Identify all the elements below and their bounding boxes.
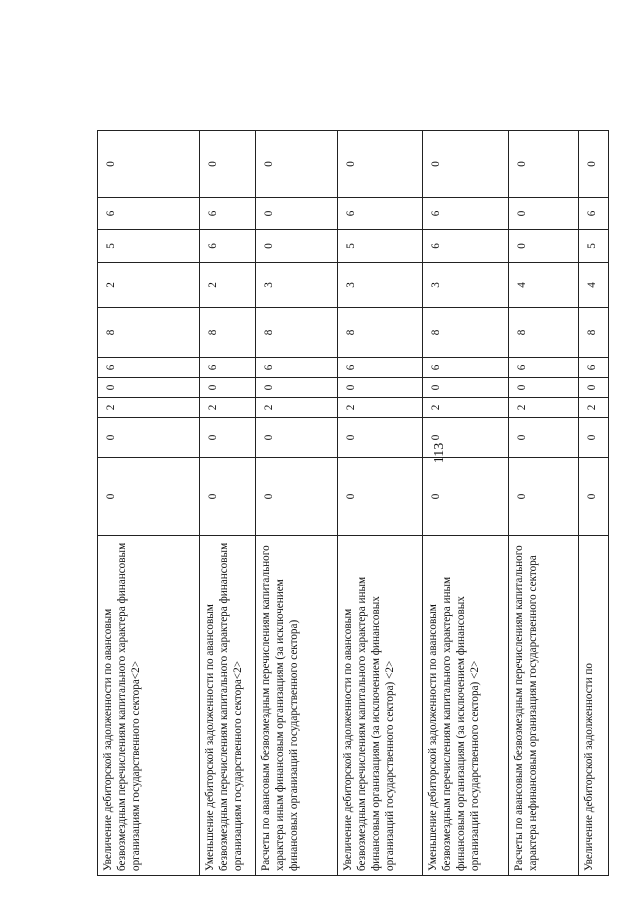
table-row: [509, 131, 579, 876]
rotated-page-content: [97, 131, 598, 876]
code-cell: 6: [200, 358, 256, 378]
table-row: [423, 131, 509, 876]
code-cell: 2: [338, 398, 423, 418]
code-cell: 0: [509, 378, 579, 398]
code-cell: 8: [509, 308, 579, 358]
code-cell: 8: [338, 308, 423, 358]
row-label: Уменьшение дебиторской задолженности по авансовым безвозмездным перечислениям капитального характера финансовым организациям государственного сектора<2>: [200, 536, 256, 876]
page-number: 113: [432, 442, 447, 464]
code-cell: 0: [509, 198, 579, 230]
code-cell: 0: [256, 198, 338, 230]
code-cell: 5: [579, 230, 609, 263]
code-cell: 6: [338, 198, 423, 230]
code-cell: 0: [423, 378, 509, 398]
code-cell: 2: [98, 263, 200, 308]
code-cell: 2: [98, 398, 200, 418]
table-row: [338, 131, 423, 876]
code-cell: 0: [98, 458, 200, 536]
code-cell: 3: [338, 263, 423, 308]
code-cell: 3: [256, 263, 338, 308]
code-cell: 3: [423, 263, 509, 308]
code-cell: 5: [338, 230, 423, 263]
code-cell: 6: [579, 198, 609, 230]
code-cell: 0: [98, 418, 200, 458]
code-cell: 8: [98, 308, 200, 358]
code-cell: 0: [579, 131, 609, 198]
code-cell: 0: [200, 131, 256, 198]
code-cell: 8: [423, 308, 509, 358]
code-cell: 6: [423, 358, 509, 378]
row-label: Увеличение дебиторской задолженности по авансовым безвозмездным перечислениям капитального характера иным финансовым организациям (за исключением финансовых организаций государственного сектора) <2>: [338, 536, 423, 876]
code-cell: 0: [579, 378, 609, 398]
code-cell: 6: [200, 230, 256, 263]
code-cell: 2: [509, 398, 579, 418]
code-cell: 2: [423, 398, 509, 418]
code-cell: 0: [338, 378, 423, 398]
code-cell: 0: [200, 418, 256, 458]
code-cell: 0: [256, 378, 338, 398]
code-cell: 5: [98, 230, 200, 263]
code-cell: 6: [509, 358, 579, 378]
code-cell: 0: [423, 131, 509, 198]
code-cell: 2: [256, 398, 338, 418]
code-cell: 6: [98, 358, 200, 378]
code-cell: 0: [509, 131, 579, 198]
code-cell: 0: [98, 378, 200, 398]
code-cell: 0: [509, 458, 579, 536]
code-cell: 8: [256, 308, 338, 358]
code-cell: 6: [423, 230, 509, 263]
code-cell: 0: [338, 458, 423, 536]
code-cell: 6: [423, 198, 509, 230]
row-label: Расчеты по авансовым безвозмездным перечислениям капитального характера нефинансовым организациям государственного сектора: [509, 536, 579, 876]
table-frame: [97, 131, 598, 876]
code-cell: 2: [200, 398, 256, 418]
code-cell: 6: [98, 198, 200, 230]
code-cell: 0: [579, 458, 609, 536]
table-row: [98, 131, 200, 876]
accounts-table: [97, 130, 609, 876]
code-cell: 0: [509, 230, 579, 263]
code-cell: 0: [579, 418, 609, 458]
code-cell: 0: [338, 418, 423, 458]
code-cell: 0: [509, 418, 579, 458]
row-label: Расчеты по авансовым безвозмездным перечислениям капитального характера иным финансовым организациям (за исключением финансовых организаций государственного сектора): [256, 536, 338, 876]
code-cell: 2: [579, 398, 609, 418]
code-cell: 0: [338, 131, 423, 198]
code-cell: 0: [200, 458, 256, 536]
code-cell: 4: [509, 263, 579, 308]
code-cell: 0: [256, 131, 338, 198]
code-cell: 0: [423, 418, 509, 458]
code-cell: 6: [338, 358, 423, 378]
code-cell: 6: [579, 358, 609, 378]
code-cell: 8: [579, 308, 609, 358]
code-cell: 0: [200, 378, 256, 398]
row-label: Уменьшение дебиторской задолженности по авансовым безвозмездным перечислениям капитального характера иным финансовым организациям (за исключением финансовых организаций государственного сектора) <2>: [423, 536, 509, 876]
table-row: [256, 131, 338, 876]
row-label: Увеличение дебиторской задолженности по: [579, 536, 609, 876]
code-cell: 4: [579, 263, 609, 308]
table-row: [579, 131, 609, 876]
code-cell: 6: [256, 358, 338, 378]
code-cell: 0: [256, 230, 338, 263]
code-cell: 0: [256, 458, 338, 536]
code-cell: 0: [98, 131, 200, 198]
code-cell: 2: [200, 263, 256, 308]
code-cell: 8: [200, 308, 256, 358]
code-cell: 0: [256, 418, 338, 458]
code-cell: 0: [423, 458, 509, 536]
row-label: Увеличение дебиторской задолженности по авансовым безвозмездным перечислениям капитального характера финансовым организациям государственного сектора<2>: [98, 536, 200, 876]
code-cell: 6: [200, 198, 256, 230]
table-row: [200, 131, 256, 876]
